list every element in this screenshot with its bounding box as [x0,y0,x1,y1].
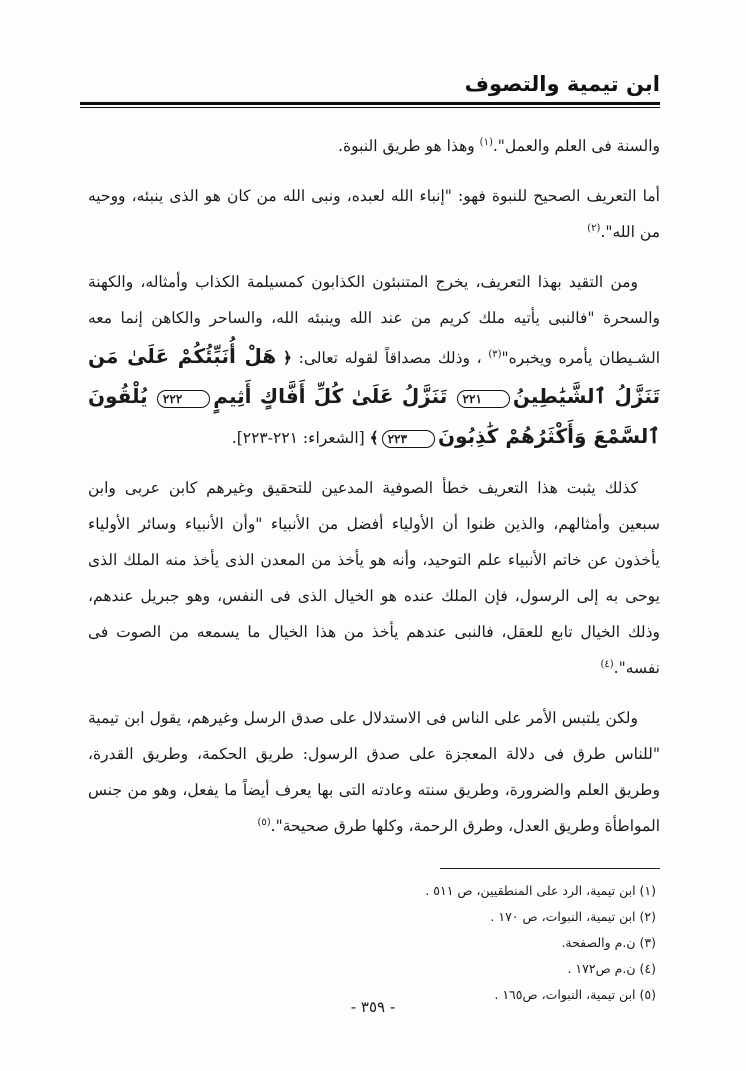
paragraph-5-text: ولكن يلتبس الأمر على الناس فى الاستدلال على صدق الرسل وغيرهم، يقول ابن تيمية "للناس طرق فى دلالة المعجزة على صدق الرسول: طريق الحكمة، وطريق القدرة، وطريق العلم والضرورة، وطريق سنته وعادته التى بها يعرف أيضاً ما يفعل، وهو من جنس المواطأة وطريق العدل، وطرق الرحمة، وكلها طرق صحيحة". [88,709,660,835]
quran-verse-3: يُلْقُونَ ٱلسَّمْعَ وَأَكْثَرُهُمْ كَٰذِبُونَ [88,384,660,448]
paragraph-5 [88,700,660,844]
footnote-3: (٣) ن.م والصفحة. [561,935,656,950]
quran-open-brace: ﴿ [282,348,292,367]
paragraph-4-text: كذلك يثبت هذا التعريف خطأ الصوفية المدعين للتحقيق وغيرهم كابن عربى وابن سبعين وأمثالهم، والذين ظنوا أن الأولياء أفضل من الأنبياء "وأن الأنبياء وسائر الأولياء يأخذون عن خاتم الأنبياء علم التوحيد، وأنه هو يأخذ من المعدن الذى يأخذ منه الملك الذى يوحى به إلى الرسول، فإن الملك عنده هو الخيال الذى فى النفس، وهو جبريل عندهم، وذلك الخيال تابع للعقل، فالنبى عندهم يأخذ من هذا الخيال ما يسمعه من الصوت فى نفسه". [88,479,660,677]
quran-verse-1: هَلْ أُنَبِّئُكُمْ عَلَىٰ مَن تَنَزَّلُ ٱلشَّيَٰطِينُ [88,344,661,408]
footnote-ref-1[interactable]: (١) [479,136,493,148]
paragraph-1 [88,128,660,164]
running-header [80,68,660,106]
body-text [88,128,660,858]
footnote-2: (٢) ابن تيمية، النبوات، ص ١٧٠ . [490,909,656,924]
quran-verse-2: تَنَزَّلُ عَلَىٰ كُلِّ أَفَّاكٍ أَثِيمٍ [213,384,448,408]
footnote-5: (٥) ابن تيمية، النبوات، ص١٦٥ . [494,987,656,1002]
footnotes [200,878,656,1008]
aya-marker-3: ٢٢٣ [382,430,435,448]
footnote-ref-2[interactable]: (٢) [587,222,601,234]
aya-marker-1: ٢٢١ [457,390,510,408]
aya-marker-2: ٢٢٢ [157,390,210,408]
footnote-ref-3[interactable]: (٣) [488,348,502,360]
header-title: ابن تيمية والتصوف [464,72,660,96]
page-number: - ٣٥٩ - [350,998,396,1016]
paragraph-1-text: والسنة فى العلم والعمل". [492,137,660,155]
quran-close-brace: ﴾ [369,428,379,447]
footnote-4: (٤) ن.م ص١٧٢ . [567,961,656,976]
paragraph-4 [88,470,660,686]
footnote-ref-4[interactable]: (٤) [600,658,614,670]
footnote-ref-5[interactable]: (٥) [257,816,271,828]
paragraph-3 [88,264,660,456]
header-rule-thick [80,102,660,105]
paragraph-3-text: ومن التقيد بهذا التعريف، يخرج المتنبئون الكذابون كمسيلمة الكذاب وأمثاله، والكهنة والسحرة "فالنبى يأتيه ملك كريم من عند الله وينبئه الله، والساحر والكاهن إنما معه الشـيطان يأمره ويخبره" [88,273,660,367]
footnote-1: (١) ابن تيمية، الرد على المنطقيين، ص ٥١١ . [425,883,656,898]
paragraph-2 [88,178,660,250]
quran-reference: [الشعراء: ٢٢١-٢٢٣]. [231,429,370,447]
paragraph-3-intro: ، وذلك مصداقاً لقوله تعالى: [291,349,489,367]
footnote-separator [440,868,660,869]
paragraph-2-text: أما التعريف الصحيح للنبوة فهو: "إنباء الله لعبده، ونبى الله من كان هو الذى ينبئه، ووحيه من الله". [88,187,660,241]
paragraph-1-end: وهذا هو طريق النبوة. [338,137,480,155]
header-rule-thin [80,107,660,108]
